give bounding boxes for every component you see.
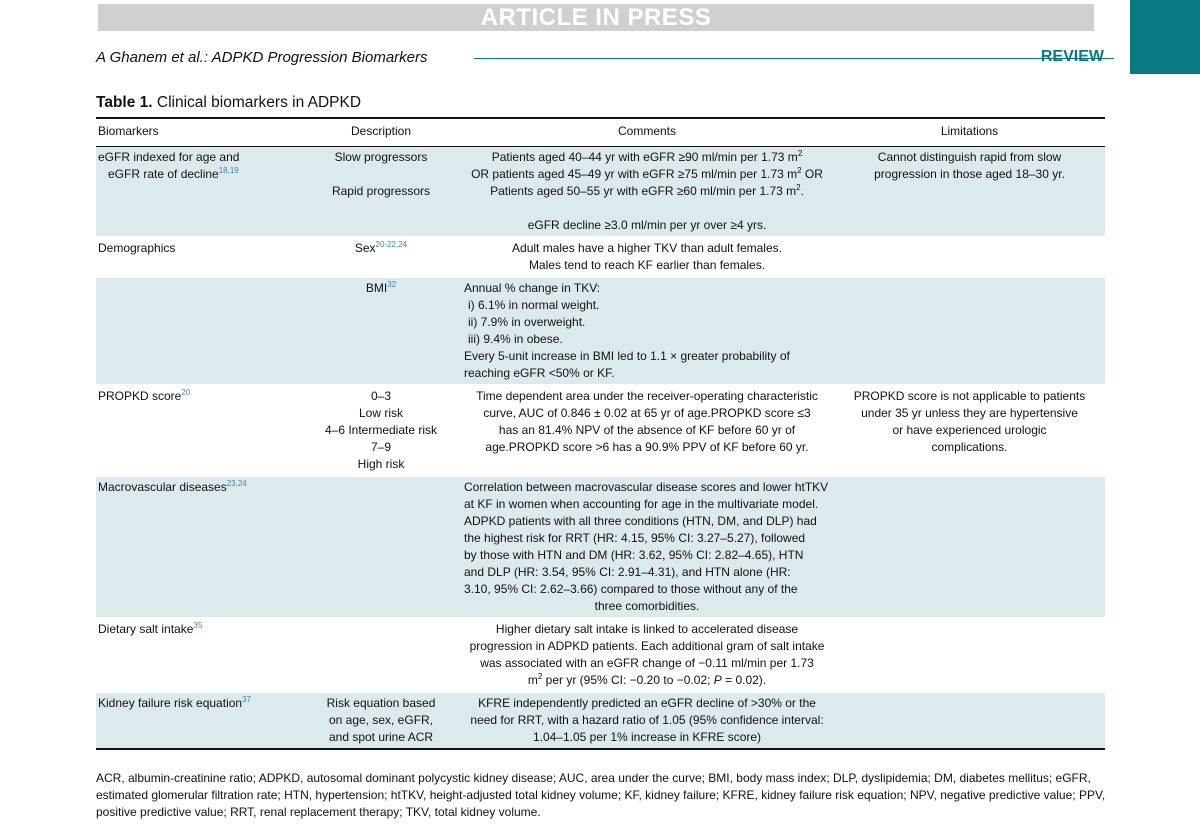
cell-limitations: PROPKD score is not applicable to patients under 35 yr unless they are hypertensive or have experienced urologic complications. bbox=[853, 389, 1086, 454]
corner-color-tab bbox=[1130, 0, 1200, 74]
cell-limitations bbox=[834, 476, 1105, 618]
table-title: Clinical biomarkers in ADPKD bbox=[156, 94, 362, 111]
cell-comments: Correlation between macrovascular disease scores and lower htTKV at KF in women when accounting for age in the multivariate model. ADPKD patients with all three conditions (HTN, DM, and DLP) had the highest risk for RRT (HR: 4.15, 95% CI: 3.27–5.27), followed by those with HTN and DM (HR: 3.62, 95% CI: 2.82–4.65), HTN and DLP (HR: 3.54, 95% CI: 2.91–4.31), and HTN alone (HR: 3.10, 95% CI: 2.62–3.66) compared to those without any of the three comorbidities. bbox=[460, 476, 834, 618]
cell-description: 0–3 Low risk 4–6 Intermediate risk 7–9 High risk bbox=[324, 389, 438, 471]
citation-ref[interactable]: 20-22,24 bbox=[375, 240, 408, 249]
running-title: A Ghanem et al.: ADPKD Progression Biomarkers bbox=[96, 49, 428, 66]
table-row-macrovascular bbox=[96, 476, 1105, 618]
cell-limitations bbox=[834, 692, 1105, 749]
cell-limitations: Cannot distinguish rapid from slow progression in those aged 18–30 yr. bbox=[834, 147, 1105, 238]
cell-biomarker: Kidney failure risk equation$^{37}$ bbox=[96, 692, 302, 749]
cell-comments: Annual % change in TKV: i) 6.1% in normal weight. ii) 7.9% in overweight. iii) 9.4% in obese. Every 5-unit increase in BMI led to 1.1 × greater probability of reaching eGFR <50% or KF. bbox=[460, 277, 834, 385]
cell-biomarker: Macrovascular diseases$^{23,24}$ bbox=[96, 476, 302, 618]
article-in-press-banner: ARTICLE IN PRESS bbox=[98, 4, 1094, 31]
cell-biomarker: Demographics bbox=[98, 241, 176, 255]
table-row-propkd bbox=[96, 385, 1105, 476]
cell-limitations bbox=[834, 618, 1105, 692]
citation-ref[interactable]: 32 bbox=[387, 280, 397, 289]
cell-biomarker: PROPKD score$^{20}$ bbox=[98, 388, 191, 403]
col-header-comments: Comments bbox=[460, 118, 834, 147]
citation-ref[interactable]: 37 bbox=[242, 695, 251, 704]
col-header-limitations: Limitations bbox=[834, 118, 1105, 147]
table-label: Table 1. bbox=[96, 94, 153, 111]
biomarker-table bbox=[96, 117, 1105, 750]
cell-description: Risk equation based on age, sex, eGFR, and spot urine ACR bbox=[302, 692, 460, 749]
cell-description bbox=[302, 618, 460, 692]
table-footnote: ACR, albumin-creatinine ratio; ADPKD, autosomal dominant polycystic kidney disease; AUC, area under the curve; BMI, body mass index; DLP, dyslipidemia; DM, diabetes mellitus; eGFR, estimated glomerular filtration rate; HTN, hypertension; htTKV, height-adjusted total kidney volume; KF, kidney failure; KFRE, kidney failure risk equation; NPV, negative predictive value; PPV, positive predictive value; RRT, renal replacement therapy; TKV, total kidney volume. bbox=[96, 771, 1106, 819]
table-header-row bbox=[96, 118, 1105, 147]
cell-comments: Adult males have a higher TKV than adult females. Males tend to reach KF earlier than females. bbox=[512, 241, 782, 272]
table-row-bmi bbox=[96, 277, 1105, 385]
cell-comments: KFRE independently predicted an eGFR decline of >30% or the need for RRT, with a hazard ratio of 1.05 (95% confidence interval: 1.04–1.05 per 1% increase in KFRE score) bbox=[460, 692, 834, 749]
cell-comments: Higher dietary salt intake is linked to accelerated disease progression in ADPKD patients. Each additional gram of salt intake was associated with an eGFR change of −0.11 ml/min per 1.73 $m^2$ per yr (95% CI: −0.20 to −0.02; P = 0.02). bbox=[469, 622, 825, 687]
cell-comments: Time dependent area under the receiver-operating characteristic curve, AUC of 0.846 ± 0.02 at 65 yr of age.PROPKD score ≤3 has an 81.4% NPV of the absence of KF before 60 yr of age.PROPKD score >6 has a 90.9% PPV of KF before 60 yr. bbox=[476, 389, 818, 454]
col-header-description: Description bbox=[302, 118, 460, 147]
cell-biomarker: eGFR indexed for age and eGFR rate of decline$^{18,19}$ bbox=[96, 147, 302, 238]
cell-limitations bbox=[834, 237, 1105, 277]
cell-biomarker: Dietary salt intake$^{35}$ bbox=[98, 621, 203, 636]
table-row-demographics bbox=[96, 237, 1105, 277]
cell-description: BMI$^{32}$ bbox=[302, 277, 460, 385]
table-row-salt bbox=[96, 618, 1105, 692]
table-row-kfre bbox=[96, 692, 1105, 749]
cell-comments: Patients aged 40–44 yr with eGFR ≥90 ml/min per 1.73 $m^2$ OR patients aged 45–49 yr with eGFR ≥75 ml/min per 1.73 $m^2$ OR Patients aged 50–55 yr with eGFR ≥60 ml/min per 1.73 $m^2$. eGFR decline ≥3.0 ml/min per yr over ≥4 yrs. bbox=[460, 147, 834, 238]
citation-ref[interactable]: 23,24 bbox=[226, 479, 247, 488]
cell-description bbox=[302, 476, 460, 618]
citation-ref[interactable]: 35 bbox=[193, 621, 203, 630]
cell-biomarker bbox=[96, 277, 302, 385]
section-label: REVIEW bbox=[1040, 48, 1104, 65]
header-rule bbox=[474, 58, 1114, 59]
citation-ref[interactable]: 20 bbox=[181, 388, 191, 397]
cell-description: Sex$^{20-22,24}$ bbox=[354, 240, 408, 255]
citation-ref[interactable]: 18,19 bbox=[218, 166, 239, 175]
running-head bbox=[96, 49, 1106, 69]
table-caption bbox=[96, 94, 361, 112]
table-row-egfr bbox=[96, 147, 1105, 238]
cell-description: Slow progressors Rapid progressors bbox=[302, 147, 460, 238]
cell-limitations bbox=[834, 277, 1105, 385]
col-header-biomarkers: Biomarkers bbox=[96, 118, 302, 147]
